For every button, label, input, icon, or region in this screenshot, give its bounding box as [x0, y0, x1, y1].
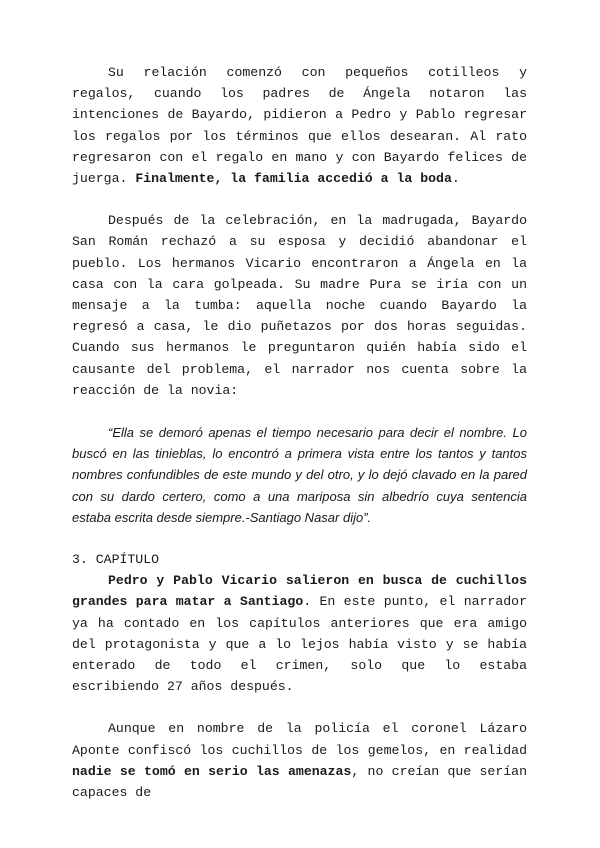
paragraph-text: . — [451, 171, 460, 187]
bold-phrase: Finalmente, la familia accedió a la boda — [135, 171, 452, 187]
paragraph-police — [72, 718, 527, 803]
paragraph-text: , no creían que serían capaces de — [72, 763, 527, 801]
paragraph-gap — [72, 697, 527, 718]
paragraph-text: . En este punto, el narrador ya ha contado en los capítulos anteriores que era amigo del protagonista y que a lo lejos había visto y se había enterado de todo el crimen, solo que lo estaba escribiendo 27 años después. — [72, 594, 528, 695]
bold-phrase: nadie se tomó en serio las amenazas — [72, 763, 352, 779]
block-quote: “Ella se demoró apenas el tiempo necesario para decir el nombre. Lo buscó en las tinieblas, lo encontró a primera vista entre los tantos y tantos nombres confundibles de este mundo y del otro, y lo dejó clavado en la pared con su dardo certero, como a una mariposa sin albedrío cuya sentencia estaba escrita desde siempre.-Santiago Nasar dijo”. — [72, 425, 527, 525]
paragraph-relationship — [72, 62, 527, 189]
paragraph-chapter-three — [72, 570, 527, 697]
paragraph-text: Su relación comenzó con pequeños cotilleos y regalos, cuando los padres de Ángela notaron las intenciones de Bayardo, pidieron a Pedro y Pablo regresar los regalos por los términos que ellos desearan. Al rato regresaron con el regalo en mano y con Bayardo felices de juerga. — [72, 65, 527, 187]
section-heading: 3. CAPÍTULO — [72, 552, 160, 568]
paragraph-gap — [72, 189, 527, 210]
paragraph-text: Aunque en nombre de la policía el coronel Lázaro Aponte confiscó los cuchillos de los gemelos, en realidad — [72, 721, 527, 758]
bold-phrase: Pedro y Pablo Vicario salieron en busca de cuchillos grandes para matar a Santiago — [72, 573, 527, 610]
paragraph-gap — [72, 401, 527, 422]
paragraph-gap — [72, 528, 527, 549]
paragraph-celebration: Después de la celebración, en la madrugada, Bayardo San Román rechazó a su esposa y decidió abandonar el pueblo. Los hermanos Vicario encontraron a Ángela en la casa con la cara golpeada. Su madre Pura se iría con un mensaje a la tumba: aquella noche cuando Bayardo la regresó a casa, le dio puñetazos por dos horas seguidas. Cuando sus hermanos le preguntaron quién había sido el causante del problema, el narrador nos cuenta sobre la reacción de la novia: — [72, 213, 527, 398]
document-page — [72, 62, 527, 803]
